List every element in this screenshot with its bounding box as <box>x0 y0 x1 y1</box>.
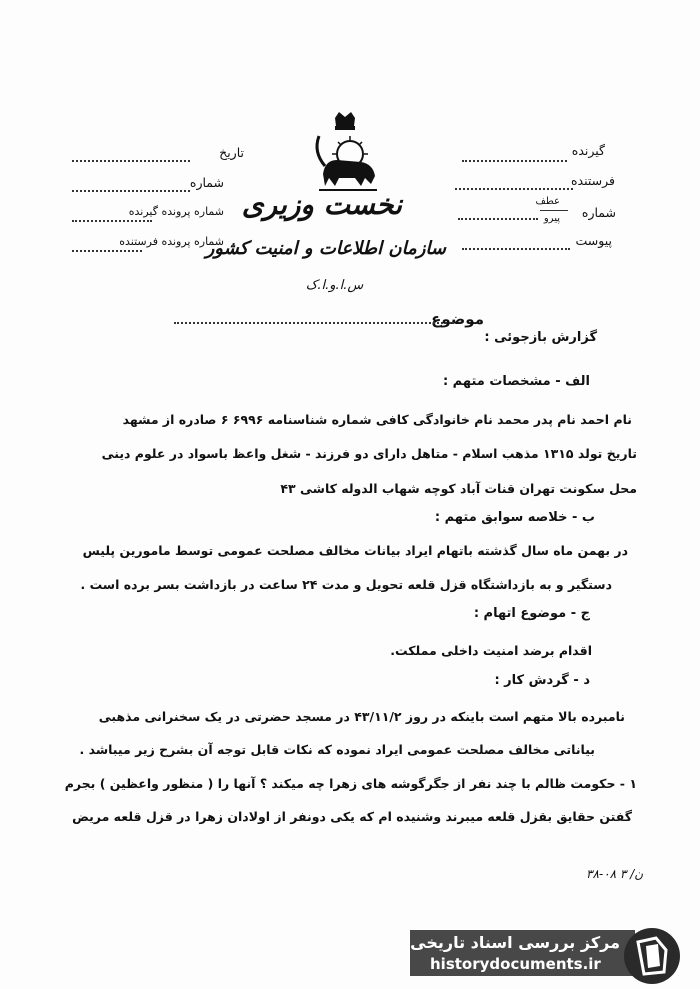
organization-code: س.ا.و.ا.ک <box>305 278 364 293</box>
subject-value: گزارش بازجوئی : <box>484 330 597 345</box>
recipient-label: گیرنده <box>571 143 605 158</box>
date-label: تاریخ <box>219 145 244 160</box>
sender-file-dots <box>72 250 142 252</box>
watermark-logo-icon <box>624 928 680 984</box>
left-number-label: شماره <box>189 175 224 190</box>
section-b-line2: دستگیر و به بازداشتگاه قزل قلعه تحویل و مدت ۲۴ ساعت در بازداشت بسر برده است . <box>80 577 612 592</box>
number-dots <box>458 218 538 220</box>
attachment-dots <box>462 248 570 250</box>
section-d-title: د - گردش کار : <box>494 673 590 688</box>
recipient-file-dots <box>72 220 152 222</box>
section-d-line2: بیاناتی مخالف مصلحت عمومی ایراد نموده که نکات قابل توجه آن بشرح زیر میباشد . <box>79 742 595 757</box>
sender-label: فرستنده <box>570 173 615 188</box>
number-sub2-label: پیرو <box>543 213 560 224</box>
section-d-line4: گفتن حقایق بقزل قلعه میبرند وشنیده ام که یکی دونفر از اولادان زهرا در قزل قلعه مریض <box>72 809 632 824</box>
section-a-title: الف - مشخصات متهم : <box>442 374 590 389</box>
organization-title: سازمان اطلاعات و امنیت کشور <box>205 238 446 259</box>
number-fraction-line <box>540 210 568 211</box>
section-c-title: ج - موضوع اتهام : <box>473 606 590 621</box>
recipient-file-label: شماره پرونده گیرنده <box>128 205 224 218</box>
sender-dots <box>455 188 573 190</box>
sender-file-label: شماره پرونده فرستنده <box>119 235 224 248</box>
office-title: نخست وزیری <box>241 188 402 221</box>
section-a-line1: نام احمد نام پدر محمد نام خانوادگی کافی شماره شناسنامه ۶۹۹۶ ۶ صادره از مشهد <box>122 412 632 427</box>
watermark-title: مرکز بررسی اسناد تاریخی <box>410 933 620 952</box>
left-number-dots <box>72 190 190 192</box>
subject-dots <box>174 322 454 324</box>
section-a-line3: محل سکونت تهران قنات آباد کوچه شهاب الدوله کاشی ۴۳ <box>280 481 637 496</box>
section-c-line1: اقدام برضد امنیت داخلی مملکت. <box>390 643 592 658</box>
attachment-label: پیوست <box>575 233 612 248</box>
section-d-line3: ۱ - حکومت ظالم با چند نفر از جگرگوشه های زهرا چه میکند ؟ آنها را ( منظور واعظین ) بجرم <box>64 776 637 791</box>
section-b-line1: در بهمن ماه سال گذشته باتهام ایراد بیانات مخالف مصلحت عمومی توسط مامورین پلیس <box>82 543 628 558</box>
lion-and-sun-emblem-icon <box>305 112 385 194</box>
recipient-dots <box>462 160 567 162</box>
watermark-url[interactable]: historydocuments.ir <box>430 955 601 973</box>
section-d-line1: نامبرده بالا متهم است باینکه در روز ۴۳/۱۱/۲ در مسجد حضرتی در یک سخنرانی مذهبی <box>98 709 625 724</box>
date-dots <box>72 160 190 162</box>
footer-code: ۳۸-۰۸ ۳ /ن <box>586 867 644 881</box>
section-b-title: ب - خلاصه سوابق متهم : <box>434 510 595 525</box>
number-sub1-label: عطف <box>535 196 560 207</box>
section-a-line2: تاریخ تولد ۱۳۱۵ مذهب اسلام - متاهل دارای دو فرزند - شغل واعظ باسواد در علوم دینی <box>101 446 637 461</box>
number-label: شماره <box>581 205 616 220</box>
subject-label: موضوع <box>431 310 484 328</box>
